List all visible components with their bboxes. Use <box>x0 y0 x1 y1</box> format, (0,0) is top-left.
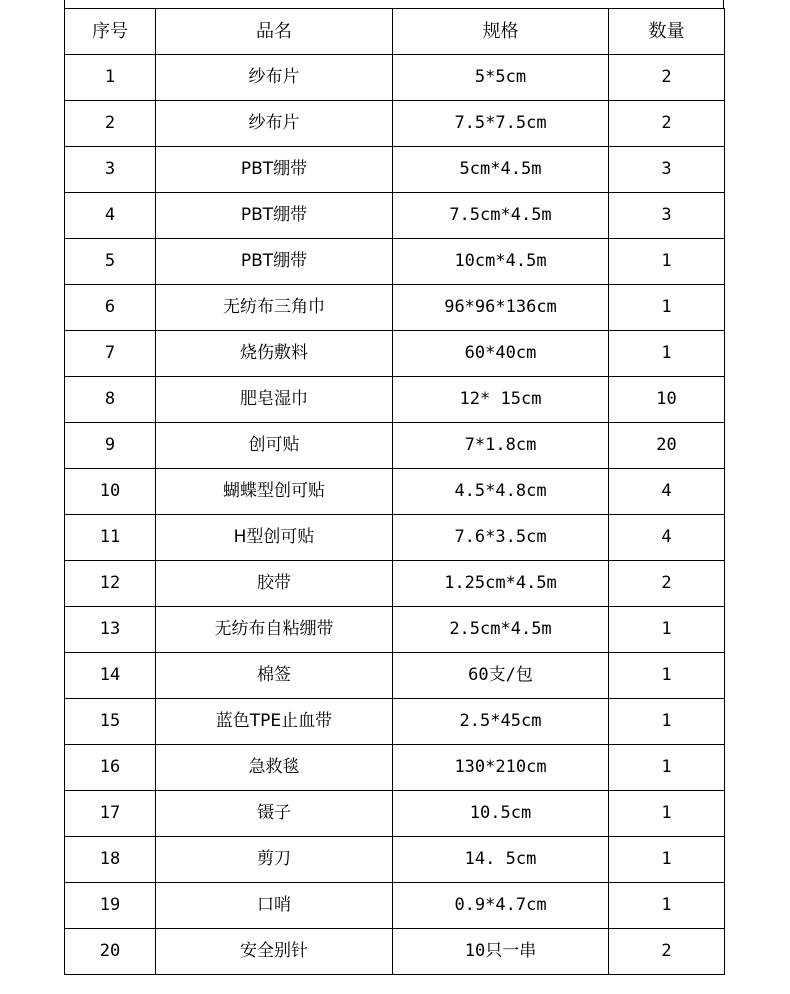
cell-qty: 1 <box>609 607 725 653</box>
table-row <box>65 929 725 975</box>
cell-qty: 1 <box>609 745 725 791</box>
cell-spec: 7.6*3.5cm <box>393 515 609 561</box>
cell-spec: 96*96*136cm <box>393 285 609 331</box>
cell-qty: 2 <box>609 929 725 975</box>
cell-spec: 2.5cm*4.5m <box>393 607 609 653</box>
cell-qty: 1 <box>609 239 725 285</box>
cell-no: 13 <box>65 607 156 653</box>
cell-name: 胶带 <box>156 561 393 607</box>
cell-name: 创可贴 <box>156 423 393 469</box>
cell-no: 5 <box>65 239 156 285</box>
cell-spec: 7.5*7.5cm <box>393 101 609 147</box>
first-aid-kit-sheet <box>64 0 724 975</box>
table-row <box>65 193 725 239</box>
cell-name: 烧伤敷料 <box>156 331 393 377</box>
cell-spec: 60支/包 <box>393 653 609 699</box>
header-no: 序号 <box>65 9 156 55</box>
table-top-strip <box>64 0 724 8</box>
cell-qty: 1 <box>609 883 725 929</box>
cell-no: 15 <box>65 699 156 745</box>
table-row <box>65 55 725 101</box>
cell-qty: 1 <box>609 791 725 837</box>
cell-name: 肥皂湿巾 <box>156 377 393 423</box>
header-row <box>65 9 725 55</box>
first-aid-items-table <box>64 8 725 975</box>
cell-spec: 14. 5cm <box>393 837 609 883</box>
table-row <box>65 699 725 745</box>
table-row <box>65 377 725 423</box>
cell-qty: 1 <box>609 699 725 745</box>
cell-no: 16 <box>65 745 156 791</box>
cell-name: 蓝色TPE止血带 <box>156 699 393 745</box>
cell-qty: 2 <box>609 101 725 147</box>
cell-name: 纱布片 <box>156 55 393 101</box>
cell-no: 9 <box>65 423 156 469</box>
cell-spec: 7*1.8cm <box>393 423 609 469</box>
cell-spec: 2.5*45cm <box>393 699 609 745</box>
cell-name: 无纺布三角巾 <box>156 285 393 331</box>
table-row <box>65 883 725 929</box>
cell-no: 20 <box>65 929 156 975</box>
cell-qty: 1 <box>609 285 725 331</box>
cell-no: 8 <box>65 377 156 423</box>
table-row <box>65 239 725 285</box>
cell-qty: 2 <box>609 561 725 607</box>
cell-spec: 7.5cm*4.5m <box>393 193 609 239</box>
table-row <box>65 147 725 193</box>
table-row <box>65 653 725 699</box>
cell-name: PBT绷带 <box>156 239 393 285</box>
table-row <box>65 331 725 377</box>
cell-qty: 1 <box>609 653 725 699</box>
cell-no: 7 <box>65 331 156 377</box>
cell-name: 口哨 <box>156 883 393 929</box>
cell-spec: 5cm*4.5m <box>393 147 609 193</box>
cell-no: 12 <box>65 561 156 607</box>
cell-qty: 1 <box>609 837 725 883</box>
cell-spec: 1.25cm*4.5m <box>393 561 609 607</box>
cell-qty: 2 <box>609 55 725 101</box>
header-name: 品名 <box>156 9 393 55</box>
cell-no: 2 <box>65 101 156 147</box>
cell-name: 纱布片 <box>156 101 393 147</box>
cell-name: 棉签 <box>156 653 393 699</box>
cell-qty: 4 <box>609 469 725 515</box>
table-row <box>65 469 725 515</box>
cell-qty: 10 <box>609 377 725 423</box>
cell-no: 17 <box>65 791 156 837</box>
cell-name: 剪刀 <box>156 837 393 883</box>
cell-name: 无纺布自粘绷带 <box>156 607 393 653</box>
table-row <box>65 607 725 653</box>
cell-name: 急救毯 <box>156 745 393 791</box>
cell-qty: 1 <box>609 331 725 377</box>
cell-spec: 60*40cm <box>393 331 609 377</box>
cell-no: 1 <box>65 55 156 101</box>
cell-name: PBT绷带 <box>156 193 393 239</box>
cell-spec: 5*5cm <box>393 55 609 101</box>
cell-name: 安全别针 <box>156 929 393 975</box>
cell-spec: 10cm*4.5m <box>393 239 609 285</box>
table-row <box>65 561 725 607</box>
cell-spec: 4.5*4.8cm <box>393 469 609 515</box>
table-body <box>65 55 725 975</box>
header-qty: 数量 <box>609 9 725 55</box>
cell-no: 14 <box>65 653 156 699</box>
cell-spec: 130*210cm <box>393 745 609 791</box>
cell-qty: 3 <box>609 147 725 193</box>
table-row <box>65 285 725 331</box>
cell-no: 6 <box>65 285 156 331</box>
cell-no: 18 <box>65 837 156 883</box>
cell-no: 11 <box>65 515 156 561</box>
cell-no: 19 <box>65 883 156 929</box>
cell-no: 4 <box>65 193 156 239</box>
table-row <box>65 101 725 147</box>
table-row <box>65 791 725 837</box>
cell-spec: 10.5cm <box>393 791 609 837</box>
header-spec: 规格 <box>393 9 609 55</box>
cell-qty: 4 <box>609 515 725 561</box>
table-row <box>65 837 725 883</box>
cell-spec: 12* 15cm <box>393 377 609 423</box>
table-row <box>65 745 725 791</box>
table-row <box>65 515 725 561</box>
cell-spec: 10只一串 <box>393 929 609 975</box>
table-row <box>65 423 725 469</box>
cell-spec: 0.9*4.7cm <box>393 883 609 929</box>
cell-name: PBT绷带 <box>156 147 393 193</box>
cell-name: H型创可贴 <box>156 515 393 561</box>
cell-name: 蝴蝶型创可贴 <box>156 469 393 515</box>
cell-no: 3 <box>65 147 156 193</box>
table-header <box>65 9 725 55</box>
cell-qty: 20 <box>609 423 725 469</box>
cell-no: 10 <box>65 469 156 515</box>
cell-name: 镊子 <box>156 791 393 837</box>
cell-qty: 3 <box>609 193 725 239</box>
